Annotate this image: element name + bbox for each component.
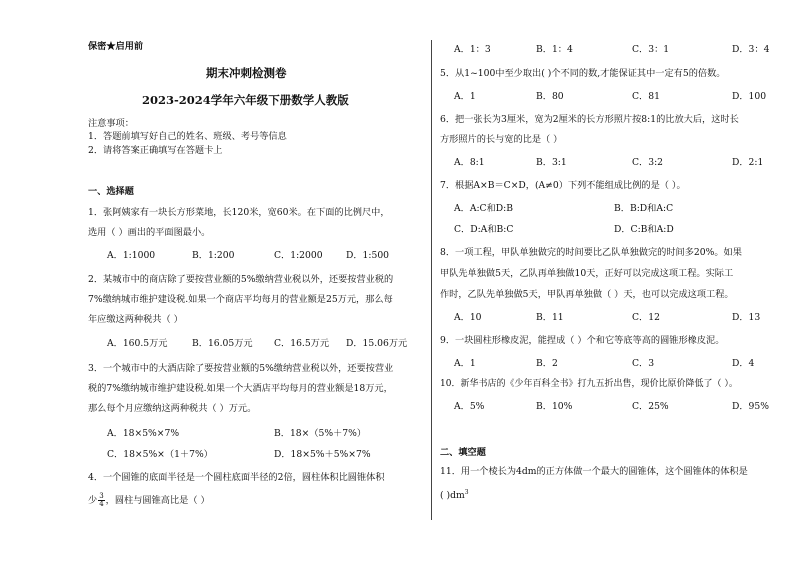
question-4-option-b: B．1：4 [536,44,573,55]
question-11-blank: ( )dm [440,490,465,502]
question-2-text: 7%缴纳城市维护建设税.如果一个商店平均每月的营业额是25万元，那么每 [88,294,393,305]
fraction-denominator: 4 [99,500,104,508]
question-8-text: 甲队先单独做5天，乙队再单独做10天，正好可以完成这项工程。实际工 [440,268,734,279]
question-9-option-b: B．2 [536,358,558,369]
question-2-text: 年应缴这两种税共（ ） [88,314,183,325]
question-11-exponent: 3 [464,489,469,496]
notes-item: 1．答题前填写好自己的姓名、班级、考号等信息 [88,131,287,142]
question-9-option-c: C．3 [632,358,655,369]
question-3-text: 3．一个城市中的大酒店除了要按营业额的5%缴纳营业税以外，还要按营业 [88,363,394,374]
question-3-option-d: D．18×5%＋5%×7% [274,449,371,460]
notes-heading: 注意事项： [88,118,134,129]
question-6-option-d: D．2:1 [732,157,764,168]
secret-label: 保密★启用前 [88,41,144,52]
question-8-text: 8．一项工程，甲队单独做完的时间要比乙队单独做完的时间多20%。如果 [440,247,742,258]
question-6-text: 方形照片的长与宽的比是（ ） [440,134,563,145]
question-3-option-c: C．18×5%×（1＋7%） [107,449,213,460]
column-divider [431,40,432,520]
question-5-option-c: C．81 [632,91,660,102]
question-4-suffix: ，圆柱与圆锥高比是（ ） [105,495,210,506]
question-8-option-b: B．11 [536,312,564,323]
question-1-option-d: D．1:500 [346,250,390,261]
question-10-option-c: C．25% [632,401,669,412]
question-1-option-c: C．1:2000 [274,250,323,261]
fraction [98,493,104,508]
question-4-text: 4．一个圆锥的底面半径是一个圆柱底面半径的2倍，圆柱体积比圆锥体积 [88,472,385,483]
question-8-option-d: D．13 [732,312,761,323]
section-fill-heading: 二、填空题 [440,447,486,458]
question-5-text: 5．从1~100中至少取出( )个不同的数,才能保证其中一定有5的倍数。 [440,68,726,79]
question-8-option-a: A．10 [454,312,482,323]
question-2-option-d: D．15.06万元 [346,338,408,349]
section-choice-heading: 一、选择题 [88,186,134,197]
question-4-option-a: A．1：3 [454,44,491,55]
question-2-option-b: B．16.05万元 [192,338,253,349]
question-11-answer-line [440,487,469,502]
question-2-option-c: C．16.5万元 [274,338,330,349]
question-6-text: 6．把一张长为3厘米，宽为2厘米的长方形照片按8:1的比放大后，这时长 [440,114,739,125]
question-6-option-a: A．8:1 [454,157,485,168]
question-6-option-c: C．3:2 [632,157,664,168]
question-3-option-b: B．18×（5%＋7%） [274,428,367,439]
question-7-text: 7．根据A×B＝C×D，(A≠0）下列不能组成比例的是（ ）。 [440,180,686,191]
fraction-numerator: 3 [99,492,104,500]
question-1-option-b: B．1:200 [192,250,235,261]
question-8-text: 作时，乙队先单独做5天，甲队再单独做（ ）天，也可以完成这项工程。 [440,289,734,300]
question-5-option-b: B．80 [536,91,564,102]
question-11-text: 11．用一个棱长为4dm的正方体做一个最大的圆锥体，这个圆锥体的体积是 [440,466,748,477]
exam-subtitle: 2023-2024学年六年级下册数学人教版 [142,93,349,107]
question-4-text-line2 [88,493,210,508]
question-4-option-c: C．3：1 [632,44,670,55]
question-9-option-a: A．1 [454,358,476,369]
question-8-option-c: C．12 [632,312,660,323]
question-7-option-c: C．D:A和B:C [454,224,514,235]
question-1-text: 1．张阿姨家有一块长方形菜地，长120米，宽60米。在下面的比例尺中， [88,207,390,218]
question-3-text: 那么每个月应缴纳这两种税共（ ）万元。 [88,403,257,414]
question-1-option-a: A．1:1000 [107,250,156,261]
question-3-text: 税的7%缴纳城市维护建设税.如果一个大酒店平均每月的营业额是18万元， [88,383,393,394]
question-4-option-d: D．3：4 [732,44,770,55]
question-5-option-d: D．100 [732,91,767,102]
question-7-option-a: A．A:C和D:B [454,203,513,214]
exam-title: 期末冲刺检测卷 [206,66,287,80]
question-10-option-d: D．95% [732,401,769,412]
question-9-option-d: D．4 [732,358,755,369]
question-10-option-b: B．10% [536,401,573,412]
question-4-prefix: 少 [88,495,98,506]
question-5-option-a: A．1 [454,91,476,102]
question-10-option-a: A．5% [454,401,485,412]
question-6-option-b: B．3:1 [536,157,567,168]
question-2-text: 2．某城市中的商店除了要按营业额的5%缴纳营业税以外，还要按营业税的 [88,274,394,285]
question-3-option-a: A．18×5%×7% [107,428,180,439]
question-10-text: 10．新华书店的《少年百科全书》打九五折出售，现价比原价降低了（ ）。 [440,379,738,389]
question-7-option-d: D．C:B和A:D [614,224,674,235]
question-7-option-b: B．B:D和A:C [614,203,674,214]
notes-item: 2．请将答案正确填写在答题卡上 [88,145,223,156]
question-1-text: 选用（ ）画出的平面图最小。 [88,227,211,238]
question-9-text: 9．一块圆柱形橡皮泥，能捏成（ ）个和它等底等高的圆锥形橡皮泥。 [440,335,725,346]
question-2-option-a: A．160.5万元 [107,338,168,349]
